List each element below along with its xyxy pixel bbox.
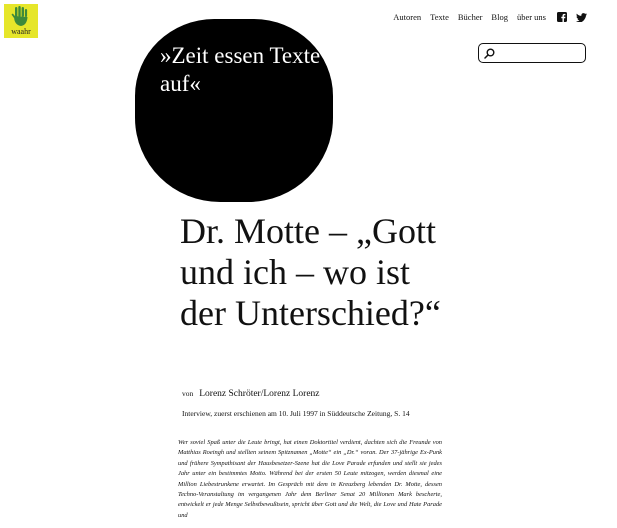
byline — [182, 389, 320, 399]
site-logo[interactable] — [4, 4, 38, 38]
article-intro: Wer soviel Spaß unter die Leute bringt, hat einen Doktortitel verdient, dachten sich die Freunde von Matthias Roeingh und stellten seinem Spitznamen „Motte“ ein „Dr.“ voran. Der 37-jährige Ex-Punk und frühere Sympathisant der Hausbesetzer-Szene hat die Love Parade erfunden und stellt sie jedes Jahr unter ein bestimmtes Motto. Während bei der ersten 50 Leute mitzogen, werden diesmal eine Million Liebestrunkene erwartet. Im Gespräch mit dem in Kreuzberg lebenden Dr. Motte, dessen Techno-Veranstaltung im vergangenen Jahr dem Berliner Senat 20 Millionen Mark bescherte, entwickelt er jede Menge Selbstbewußtsein, spricht über Gott und die Welt, die Love und Hate Parade und — [178, 439, 442, 519]
author-link[interactable]: Lorenz Schröter/Lorenz Lorenz — [199, 389, 320, 399]
main-nav — [384, 12, 587, 22]
nav-item-buecher[interactable]: Bücher — [457, 12, 483, 22]
hero-tagline: »Zeit essen Texte auf« — [160, 43, 321, 96]
search-box[interactable] — [478, 43, 586, 63]
logo-text: waahr — [11, 27, 31, 36]
article-title: Dr. Motte – „Gott und ich – wo ist der Unterschied?“ — [180, 211, 441, 333]
hand-icon — [11, 6, 31, 27]
search-input[interactable] — [497, 46, 581, 60]
nav-item-blog[interactable]: Blog — [491, 12, 508, 22]
article-source: Interview, zuerst erschienen am 10. Juli 1997 in Süddeutsche Zeitung, S. 14 — [182, 409, 410, 418]
nav-item-ueber-uns[interactable]: über uns — [516, 12, 546, 22]
facebook-icon[interactable] — [557, 12, 567, 22]
nav-item-texte[interactable]: Texte — [430, 12, 449, 22]
twitter-icon[interactable] — [576, 13, 587, 22]
search-icon — [484, 48, 495, 59]
nav-item-autoren[interactable]: Autoren — [393, 12, 422, 22]
byline-prefix: von — [182, 389, 194, 398]
